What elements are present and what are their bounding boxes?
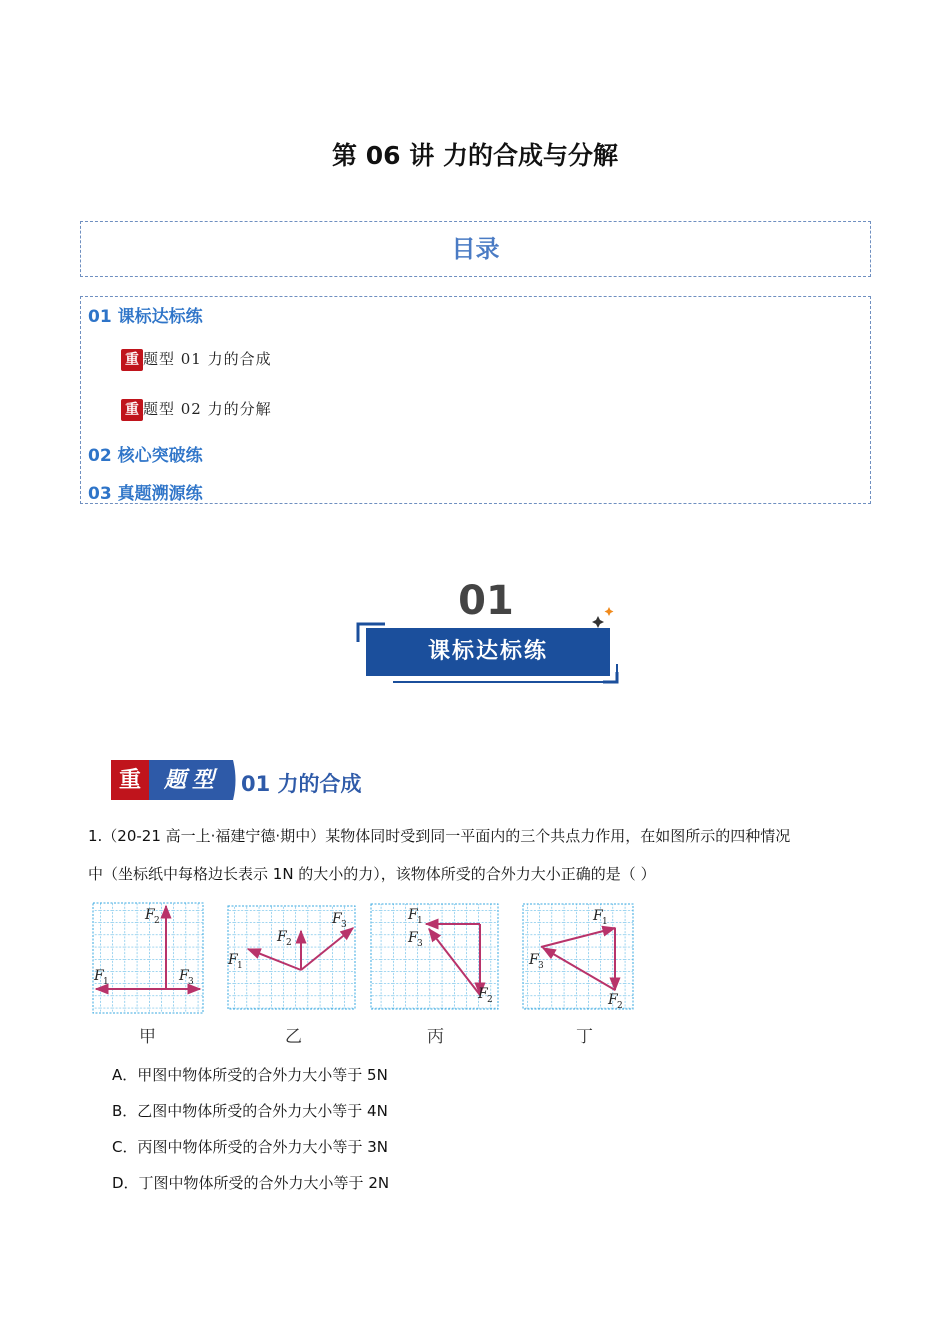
force-diagrams <box>88 898 648 1018</box>
svg-text:2: 2 <box>617 1001 623 1011</box>
toc-item-03[interactable]: 03 真题溯源练 <box>88 484 203 504</box>
figure-jia <box>93 903 203 1013</box>
svg-text:2: 2 <box>154 916 160 926</box>
svg-text:F: F <box>145 907 155 923</box>
figure-label-ding: 丁 <box>576 1027 593 1047</box>
svg-text:F: F <box>408 907 418 923</box>
figure-ding <box>523 904 633 1011</box>
svg-text:1: 1 <box>237 961 243 971</box>
svg-text:F: F <box>228 952 238 968</box>
toc-heading-box <box>80 221 871 277</box>
svg-text:F: F <box>478 986 488 1002</box>
toc-box <box>80 296 871 504</box>
svg-text:2: 2 <box>487 995 493 1005</box>
svg-text:1: 1 <box>602 917 608 927</box>
svg-text:F: F <box>593 908 603 924</box>
toc-item-label: 题型 01 力的合成 <box>143 350 272 368</box>
svg-text:3: 3 <box>538 961 544 971</box>
banner <box>366 628 610 676</box>
svg-text:F: F <box>94 968 104 984</box>
figure-bing <box>371 904 498 1009</box>
svg-text:1: 1 <box>103 977 109 987</box>
toc-item-01[interactable]: 01 课标达标练 <box>88 307 203 327</box>
section-badge-zhong: 重 <box>118 767 141 793</box>
svg-text:F: F <box>332 911 342 927</box>
figure-label-jia: 甲 <box>139 1027 156 1047</box>
svg-text:F: F <box>277 929 287 945</box>
banner-number: 01 <box>458 578 514 624</box>
svg-text:F: F <box>179 968 189 984</box>
question-line-1: 1.（20-21 高一上·福建宁德·期中）某物体同时受到同一平面内的三个共点力作用，在如图所示的四种情况 <box>88 827 791 845</box>
question-line-2: 中（坐标纸中每格边长表示 1N 的大小的力），该物体所受的合外力大小正确的是（ ） <box>88 865 656 883</box>
svg-text:3: 3 <box>188 977 194 987</box>
svg-text:F: F <box>608 992 618 1008</box>
svg-text:2: 2 <box>286 938 292 948</box>
zhong-badge-icon: 重 <box>121 399 143 421</box>
svg-text:3: 3 <box>417 939 423 949</box>
option-a[interactable]: A．甲图中物体所受的合外力大小等于 5N <box>112 1066 388 1084</box>
svg-text:F: F <box>529 952 539 968</box>
option-d[interactable]: D．丁图中物体所受的合外力大小等于 2N <box>112 1174 390 1192</box>
banner-label: 课标达标练 <box>427 639 548 664</box>
section-badge-tixing: 题型 <box>163 767 220 793</box>
svg-text:3: 3 <box>341 920 347 930</box>
figure-label-bing: 丙 <box>427 1027 444 1047</box>
toc-item-label: 题型 02 力的分解 <box>143 400 272 418</box>
toc-item-type02[interactable] <box>121 398 272 421</box>
zhong-badge-icon: 重 <box>121 349 143 371</box>
toc-heading: 目录 <box>451 235 500 263</box>
toc-item-02[interactable]: 02 核心突破练 <box>88 446 203 466</box>
svg-text:1: 1 <box>417 916 423 926</box>
option-c[interactable]: C．丙图中物体所受的合外力大小等于 3N <box>112 1138 389 1156</box>
figure-yi <box>227 906 355 1009</box>
section-title: 01 力的合成 <box>241 772 362 796</box>
toc-item-type01[interactable] <box>121 348 272 371</box>
page-title: 第 06 讲 力的合成与分解 <box>332 141 618 170</box>
svg-text:F: F <box>408 930 418 946</box>
option-b[interactable]: B．乙图中物体所受的合外力大小等于 4N <box>112 1102 388 1120</box>
figure-label-yi: 乙 <box>285 1027 302 1047</box>
